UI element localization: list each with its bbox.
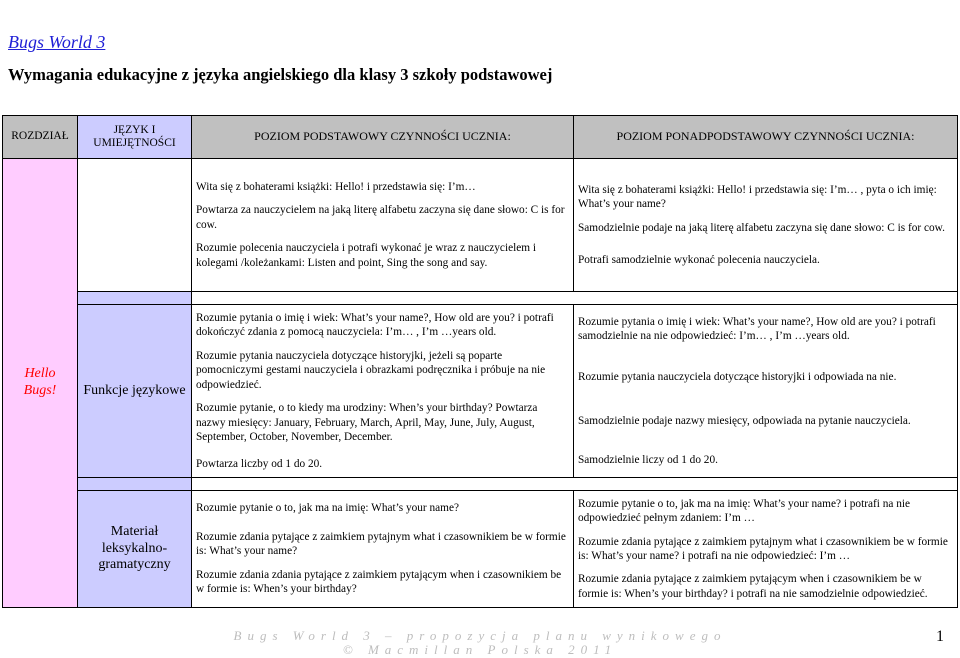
material-label: Materiał leksykalno-gramatyczny — [98, 523, 171, 573]
header-chapter: ROZDZIAŁ — [3, 116, 78, 159]
footer-line-2: © Macmillan Polska 2011 — [342, 642, 618, 657]
material-row — [3, 491, 958, 608]
material-label-cell — [78, 491, 192, 608]
unit-label: Hello Bugs! — [23, 366, 57, 398]
material-advanced-item: Rozumie zdania pytające z zaimkiem pytającym when i czasownikiem be w formie is: When’s your birthday? i potrafi na nie samodzielnie odpowiedzieć. — [578, 573, 928, 600]
functions-basic-item: Rozumie pytanie, o to kiedy ma urodziny: When’s your birthday? Powtarza nazwy miesięcy: January, February, March, April, May, June, July, August, September, October, November, December. — [196, 402, 538, 444]
header-language: JĘZYK I UMIEJĘTNOŚCI — [78, 116, 192, 159]
material-advanced-cell — [574, 491, 958, 608]
intro-row — [3, 159, 958, 292]
intro-advanced-item: Potrafi samodzielnie wykonać polecenia nauczyciela. — [578, 253, 820, 266]
functions-basic-cell — [192, 305, 574, 478]
functions-advanced-item: Rozumie pytania o imię i wiek: What’s your name?, How old are you? i potrafi samodzielnie na nie odpowiedzieć: I’m… , I’m …years old. — [578, 315, 936, 343]
material-basic-item: Rozumie zdania zdania pytające z zaimkiem pytającym when i czasownikiem be w formie is: When’s your birthday? — [196, 568, 562, 596]
header-advanced-level: POZIOM PONADPODSTAWOWY CZYNNOŚCI UCZNIA: — [574, 116, 958, 159]
requirements-table — [2, 115, 958, 608]
functions-advanced-item: Rozumie pytania nauczyciela dotyczące historyjki i odpowiada na nie. — [578, 370, 897, 383]
material-advanced-item: Rozumie zdania pytające z zaimkiem pytajnym what i czasownikiem be w formie is: What’s your name? i potrafi na nie odpowiedzieć: I’m … — [578, 535, 948, 562]
intro-advanced-cell — [574, 159, 958, 292]
spacer-cell — [78, 478, 192, 491]
functions-advanced-item: Samodzielnie liczy od 1 do 20. — [578, 453, 718, 466]
intro-advanced-item: Wita się z bohaterami książki: Hello! i przedstawia się: I’m… , pyta o ich imię: What’s your name? — [578, 183, 937, 211]
intro-advanced-item: Samodzielnie podaje na jaką literę alfabetu zaczyna się dane słowo: C is for cow. — [578, 221, 945, 234]
spacer-cell — [192, 478, 958, 491]
intro-basic-cell — [192, 159, 574, 292]
functions-label: Funkcje językowe — [83, 382, 186, 398]
footer-line-1: Bugs World 3 – propozycja planu wynikowego — [233, 628, 727, 643]
material-basic-item: Rozumie pytanie o to, jak ma na imię: What’s your name? — [196, 502, 459, 515]
material-basic-item: Rozumie zdania pytające z zaimkiem pytajnym what i czasownikiem be w formie is: What’s your name? — [196, 530, 566, 558]
spacer-cell — [78, 292, 192, 305]
table-header-row — [3, 116, 958, 159]
unit-cell — [3, 159, 78, 608]
functions-basic-item: Rozumie pytania o imię i wiek: What’s your name?, How old are you? i potrafi dokończyć zdania z pomocą nauczyciela: I’m… , I’m …years old. — [196, 311, 554, 339]
header-basic-level: POZIOM PODSTAWOWY CZYNNOŚCI UCZNIA: — [192, 116, 574, 159]
functions-advanced-cell — [574, 305, 958, 478]
page-number: 1 — [936, 628, 944, 645]
functions-row — [3, 305, 958, 478]
functions-basic-item: Powtarza liczby od 1 do 20. — [196, 457, 323, 470]
spacer-cell — [192, 292, 958, 305]
intro-basic-item: Rozumie polecenia nauczyciela i potrafi wykonać je wraz z nauczycielem i kolegami /koleżankami: Listen and point, Sing the song and say. — [196, 242, 536, 269]
document-subtitle: Wymagania edukacyjne z języka angielskiego dla klasy 3 szkoły podstawowej — [8, 65, 553, 84]
functions-basic-item: Rozumie pytania nauczyciela dotyczące historyjki, jeżeli są poparte pomocniczymi gestami nauczyciela i obrazkami podręcznika i próbuje na nie odpowiedzieć. — [196, 349, 546, 391]
spacer-row — [3, 478, 958, 491]
material-advanced-item: Rozumie pytanie o to, jak ma na imię: What’s your name? i potrafi na nie odpowiedzieć pełnym zdaniem: I’m … — [578, 497, 911, 525]
intro-basic-item: Wita się z bohaterami książki: Hello! i przedstawia się: I’m… — [196, 180, 476, 193]
material-basic-cell — [192, 491, 574, 608]
intro-label-cell — [78, 159, 192, 292]
document-title: Bugs World 3 — [8, 32, 106, 52]
functions-advanced-item: Samodzielnie podaje nazwy miesięcy, odpowiada na pytanie nauczyciela. — [578, 415, 911, 428]
intro-basic-item: Powtarza za nauczycielem na jaką literę alfabetu zaczyna się dane słowo: C is for cow. — [196, 204, 565, 231]
spacer-row — [3, 292, 958, 305]
functions-label-cell — [78, 305, 192, 478]
